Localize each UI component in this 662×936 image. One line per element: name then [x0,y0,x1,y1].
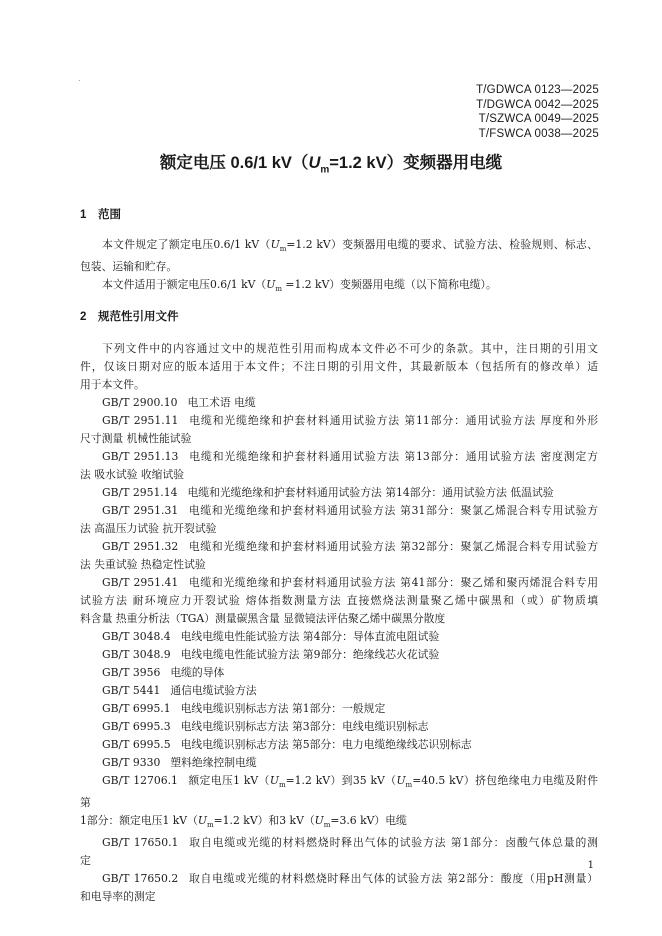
reference-entry-cont: 料含量 热重分析法（TGA）测量碳黑含量 显微镜法评估聚乙烯中碳黑分散度 [80,612,446,625]
reference-entry: GB/T 3048.9 电线电缆电性能试验方法 第9部分：绝缘线芯火花试验 [102,648,440,661]
reference-entry: GB/T 3956 电缆的导体 [102,666,225,679]
reference-entry-cont: 法 失重试验 热稳定性试验 [80,558,206,571]
page-number: 1 [587,860,594,871]
standard-id: T/SZWCA 0049—2025 [478,113,599,126]
reference-entry: GB/T 2951.41 电缆和光缆绝缘和护套材料通用试验方法 第41部分：聚乙烯和聚丙烯混合料专用 [102,576,598,589]
reference-entry: GB/T 6995.3 电线电缆识别标志方法 第3部分：电线电缆识别标志 [102,720,429,733]
reference-entry: GB/T 12706.1 额定电压1 $kV(U_m=1.2$ kV）到35 $kV(U_m=40.5$ kV）挤包绝缘电力电缆及附件 第 [80,774,599,810]
scope-paragraph-1-cont: 包装、运输和贮存。 [80,260,178,274]
reference-entry-cont: 尺寸测量 机械性能试验 [80,432,192,445]
scope-paragraph-2: 本文件适用于额定电压0.6/1 $kV(U_m =1.2$ kV）变频器用电缆（以下简称电缆）。 [102,278,497,294]
standard-id: T/GDWCA 0123—2025 [476,84,599,96]
reference-entry-cont: 法 吸水试验 收缩试验 [80,468,185,481]
reference-entry: GB/T 2951.31 电缆和光缆绝缘和护套材料通用试验方法 第31部分：聚氯乙烯混合料专用试验方 [102,504,598,517]
reference-entry: GB/T 9330 塑料绝缘控制电缆 [102,756,257,769]
reference-entry: GB/T 5441 通信电缆试验方法 [102,684,257,697]
reference-entry-cont: 定 [80,854,91,868]
intro-line: 件，仅该日期对应的版本适用于本文件；不注日期的引用文件，其最新版本（包括所有的修改单）适 [80,360,598,373]
reference-entry: GB/T 2951.11 电缆和光缆绝缘和护套材料通用试验方法 第11部分：通用试验方法 厚度和外形 [102,414,598,427]
reference-entry: GB/T 17650.1 取自电缆或光缆的材料燃烧时释出气体的试验方法 第1部分：卤酸气体总量的测 [102,836,598,850]
section-2-body [80,340,598,906]
section-1-heading [80,206,121,222]
title-um-sub: m [320,164,330,176]
reference-entry: GB/T 3048.4 电线电缆电性能试验方法 第4部分：导体直流电阻试验 [102,630,440,643]
section-title: 范围 [98,209,121,221]
reference-entry-cont: 试验方法 耐环境应力开裂试验 熔体指数测量方法 直接燃烧法测量聚乙烯中碳黑和（或）矿物质填 [80,594,598,607]
reference-entry-cont: 和电导率的测定 [80,890,156,904]
scope-paragraph-1: 本文件规定了额定电压0.6/1 $kV(U_m=1.2$ kV）变频器用电缆的要求、试验方法、检验规则、标志、 [102,238,598,254]
section-1-body [80,236,598,298]
reference-entry-cont: 1部分：额定电压1 $kV(U_m=1.2$ kV）和3 $kV(U_m=3.6$ kV）电缆 [80,814,407,830]
title-prefix: 额定电压 0.6/1 kV（ [159,154,309,172]
title-um: U [308,154,321,172]
standard-ids [476,83,599,141]
section-title: 规范性引用文件 [98,311,179,323]
reference-entry-cont: 法 高温压力试验 抗开裂试验 [80,522,217,535]
reference-entry: GB/T 2951.32 电缆和光缆绝缘和护套材料通用试验方法 第32部分：聚氯乙烯混合料专用试验方 [102,540,598,553]
reference-entry: GB/T 17650.2 取自电缆或光缆的材料燃烧时释出气体的试验方法 第2部分：酸度（用pH测量） [102,872,598,886]
standard-id: T/DGWCA 0042—2025 [476,98,599,111]
reference-entry: GB/T 2951.14 电缆和光缆绝缘和护套材料通用试验方法 第14部分：通用试验方法 低温试验 [102,486,554,499]
section-number: 1 [80,209,87,221]
standard-id: T/FSWCA 0038—2025 [478,127,599,140]
intro-line: 用于本文件。 [80,378,145,391]
reference-entry: GB/T 2951.13 电缆和光缆绝缘和护套材料通用试验方法 第13部分：通用试验方法 密度测定方 [102,450,598,463]
reference-entry: GB/T 6995.5 电线电缆识别标志方法 第5部分：电力电缆绝缘线芯识别标志 [102,738,472,751]
reference-entry: GB/T 2900.10 电工术语 电缆 [102,396,256,409]
page-dot: . [78,74,81,83]
section-2-heading [80,308,179,324]
intro-line: 下列文件中的内容通过文中的规范性引用而构成本文件必不可少的条款。其中，注日期的引用文 [102,342,598,355]
title-suffix: =1.2 kV）变频器用电缆 [329,154,503,172]
document-title [0,149,662,175]
section-number: 2 [80,311,87,323]
reference-entry: GB/T 6995.1 电线电缆识别标志方法 第1部分：一般规定 [102,702,386,715]
